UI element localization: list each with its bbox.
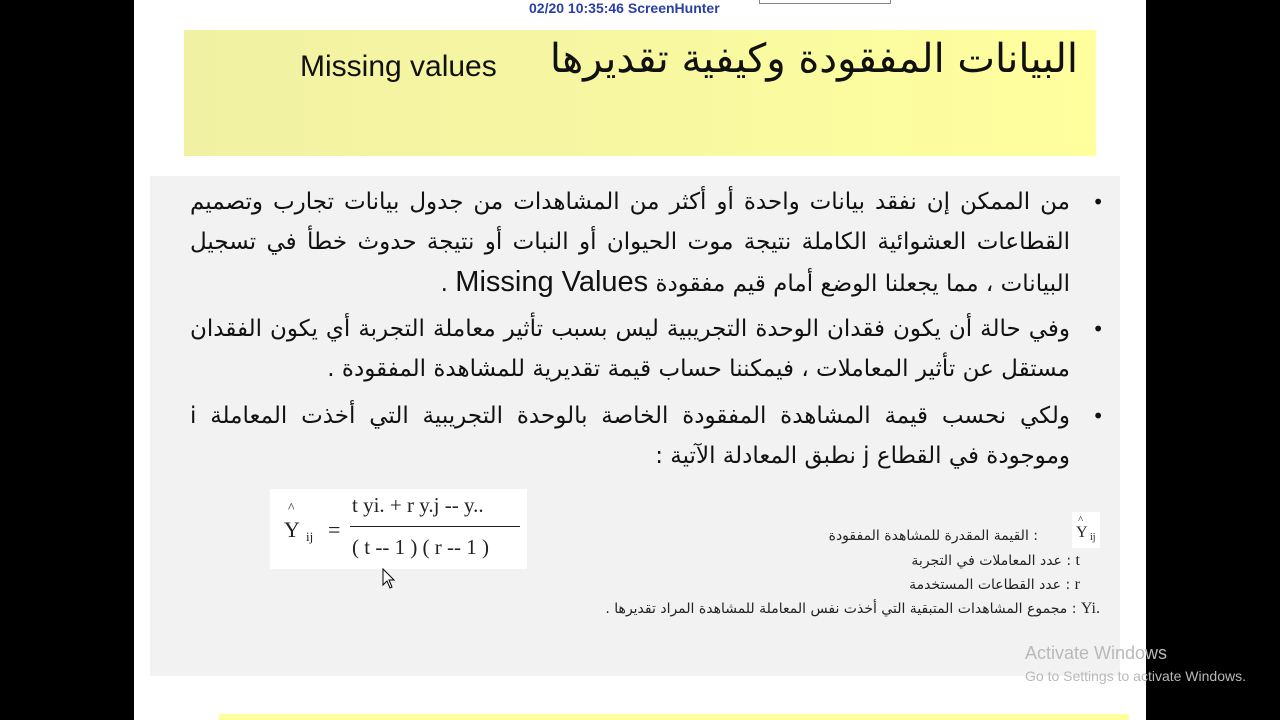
legend-t-symbol: t xyxy=(1075,552,1080,569)
legend-r xyxy=(909,576,1080,594)
activate-windows-subtitle: Go to Settings to activate Windows. xyxy=(1025,668,1246,684)
bullet-2-text: وفي حالة أن يكون فقدان الوحدة التجريبية ليس بسبب تأثير معاملة التجربة أي يكون الفقدان مستقل عن تأثير المعاملات ، فيمكننا حساب قيمة تقديرية للمشاهدة المفقودة . xyxy=(190,316,1070,382)
legend-yhat-sub: ij xyxy=(1090,532,1096,543)
bullet-1-english-term: Missing Values xyxy=(455,266,649,298)
slide-title-arabic: البيانات المفقودة وكيفية تقديرها xyxy=(549,36,1078,82)
bullet-1-end: . xyxy=(440,271,456,297)
formula-lhs: Y xyxy=(284,517,300,542)
screenhunter-timestamp: 02/20 10:35:46 ScreenHunter xyxy=(529,0,720,16)
bullet-independent-loss xyxy=(190,309,1070,389)
legend-yi-desc: : مجموع المشاهدات المتبقية التي أخذت نفس المعاملة للمشاهدة المراد تقديرها . xyxy=(605,601,1077,617)
formula-denominator: ( t -- 1 ) ( r -- 1 ) xyxy=(352,535,490,559)
formula-numerator: t yi. + r y.j -- y.. xyxy=(352,493,484,517)
legend-yhat-symbol xyxy=(1072,512,1100,548)
legend-yhat-desc: : القيمة المقدرة للمشاهدة المفقودة xyxy=(828,528,1038,544)
legend-yi xyxy=(605,600,1100,618)
formula-subscript: ij xyxy=(306,529,314,544)
title-band xyxy=(184,30,1096,156)
legend-r-symbol: r xyxy=(1074,576,1080,593)
slide xyxy=(134,0,1146,720)
bullet-missing-data xyxy=(190,182,1070,304)
legend-t-desc: : عدد المعاملات في التجربة xyxy=(911,553,1072,569)
next-slide-band xyxy=(219,714,1129,720)
bullet-formula-intro xyxy=(190,396,1070,476)
formula-hat: ^ xyxy=(288,501,295,516)
fraction-bar xyxy=(350,526,520,527)
bullet-3-text: ولكي نحسب قيمة المشاهدة المفقودة الخاصة بالوحدة التجريبية التي أخذت المعاملة i وموجودة في القطاع j نطبق المعادلة الآتية : xyxy=(190,403,1070,469)
legend-yhat-hat: ^ xyxy=(1078,514,1084,526)
legend-yi-symbol: Yi. xyxy=(1080,600,1100,617)
mouse-pointer-icon xyxy=(382,568,396,590)
formula-equals: = xyxy=(328,517,341,542)
legend-yhat-y: Y xyxy=(1076,524,1088,541)
watermark-box xyxy=(759,0,891,4)
slide-title-english: Missing values xyxy=(300,50,497,83)
activate-windows-watermark xyxy=(1025,643,1246,684)
legend-r-desc: : عدد القطاعات المستخدمة xyxy=(909,577,1071,593)
missing-value-formula xyxy=(270,489,527,569)
legend-t xyxy=(911,552,1080,570)
activate-windows-title: Activate Windows xyxy=(1025,643,1168,663)
bullet-1-text: من الممكن إن نفقد بيانات واحدة أو أكثر من المشاهدات من جدول بيانات تجارب وتصميم القطاعات العشوائية الكاملة نتيجة موت الحيوان أو النبات أو نتيجة حدوث خطأ في تسجيل البيانات ، مما يجعلنا الوضع أمام قيم مفقودة xyxy=(190,189,1070,297)
